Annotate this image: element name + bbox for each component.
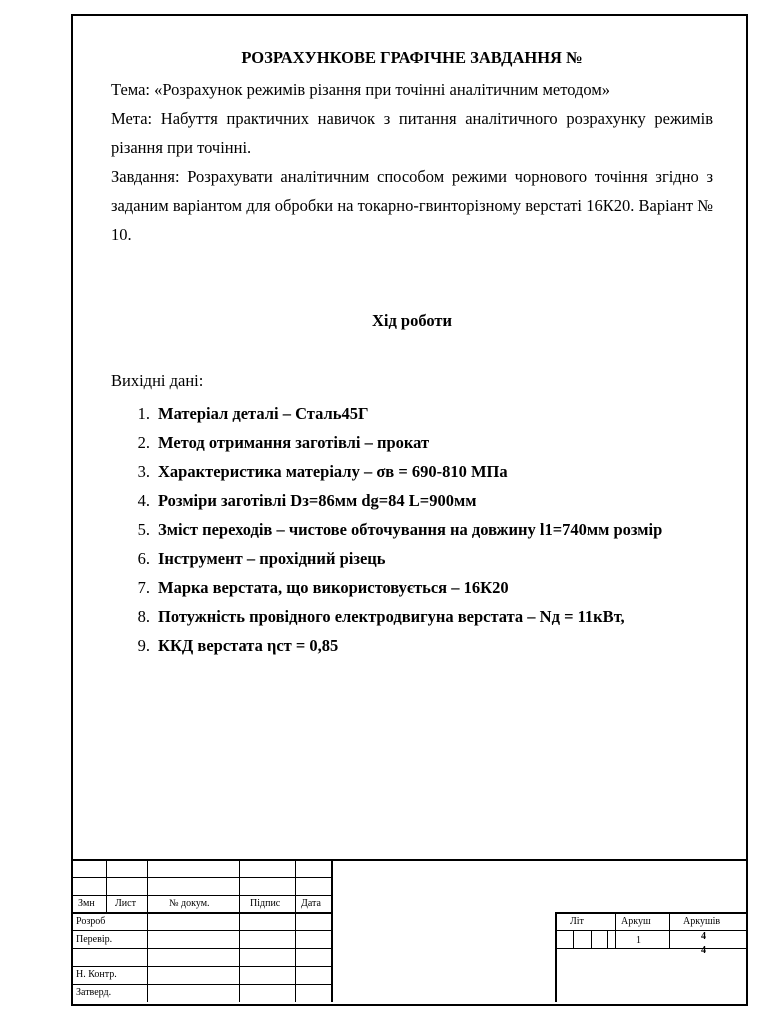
col-header-data: Дата [301, 898, 321, 909]
list-item-text: ККД верстата ηст = 0,85 [158, 636, 339, 655]
list-item-text: Розміри заготівлі Dз=86мм dg=84 L=900мм [158, 491, 477, 510]
col-header-zmn: Змн [78, 898, 95, 909]
arkushiv-label: Аркушів [683, 916, 721, 927]
col-header-dokum: № докум. [169, 898, 210, 909]
list-item [111, 544, 713, 573]
list-item [111, 602, 713, 631]
arkushiv-value-duplicate: 4 [701, 945, 706, 956]
list-item-number: 7. [137, 578, 150, 597]
task-label: Завдання: [111, 167, 180, 186]
row-label-perevir: Перевір. [76, 934, 113, 945]
list-item-text: Метод отримання заготівлі – прокат [158, 433, 430, 452]
task-text: Розрахувати аналітичним способом режими чорнового точіння згідно з заданим варіантом для обробки на токарно-гвинторізному верстаті 16К20. Варіант № 10. [111, 167, 713, 244]
list-item-text: Інструмент – прохідний різець [158, 549, 386, 568]
list-item-text: Потужність провідного електродвигуна верстата – Nд = 11кВт, [158, 607, 625, 626]
list-item-text: Характеристика матеріалу – σв = 690-810 МПа [158, 462, 508, 481]
document-title: РОЗРАХУНКОВЕ ГРАФІЧНЕ ЗАВДАННЯ № [241, 48, 583, 67]
list-item [111, 486, 713, 515]
topic-paragraph [111, 80, 713, 100]
arkush-value: 1 [636, 935, 641, 946]
section-title: Хід роботи [371, 311, 453, 330]
topic-text: «Розрахунок режимів різання при точінні аналітичним методом» [154, 80, 611, 99]
goal-label: Мета: [111, 109, 153, 128]
col-header-pidpys: Підпис [250, 898, 281, 909]
list-item [111, 631, 713, 660]
lit-label: Літ [570, 916, 584, 927]
arkushiv-value: 4 [701, 931, 706, 942]
list-item-number: 1. [137, 404, 150, 423]
list-item [111, 573, 713, 602]
list-item-number: 5. [137, 520, 150, 539]
list-item-number: 2. [137, 433, 150, 452]
list-item-number: 8. [137, 607, 150, 626]
goal-paragraph [111, 104, 713, 162]
list-item [111, 399, 713, 428]
row-label-zatverd: Затверд. [76, 987, 112, 998]
initial-data-label: Вихідні дані: [111, 371, 204, 390]
list-item-text: Марка верстата, що використовується – 16К20 [158, 578, 509, 597]
task-paragraph [111, 162, 713, 249]
topic-label: Тема: [111, 80, 151, 99]
list-item-number: 3. [137, 462, 150, 481]
list-item [111, 515, 713, 544]
arkush-label: Аркуш [621, 916, 651, 927]
list-item-number: 9. [137, 636, 150, 655]
initial-data-list [111, 399, 713, 660]
list-item-number: 4. [137, 491, 150, 510]
drawing-frame [71, 14, 748, 1006]
col-header-lyst: Лист [115, 898, 136, 909]
list-item-text: Зміст переходів – чистове обточування на довжину l1=740мм розмір [158, 520, 663, 539]
list-item [111, 457, 713, 486]
row-label-rozrob: Розроб [76, 916, 106, 927]
list-item-text: Матеріал деталі – Сталь45Г [158, 404, 369, 423]
list-item [111, 428, 713, 457]
title-block [73, 859, 746, 1004]
document-body [111, 48, 713, 660]
list-item-number: 6. [137, 549, 150, 568]
row-label-n-kontr: Н. Контр. [76, 969, 117, 980]
goal-text: Набуття практичних навичок з питання аналітичного розрахунку режимів різання при точінні. [111, 109, 713, 157]
